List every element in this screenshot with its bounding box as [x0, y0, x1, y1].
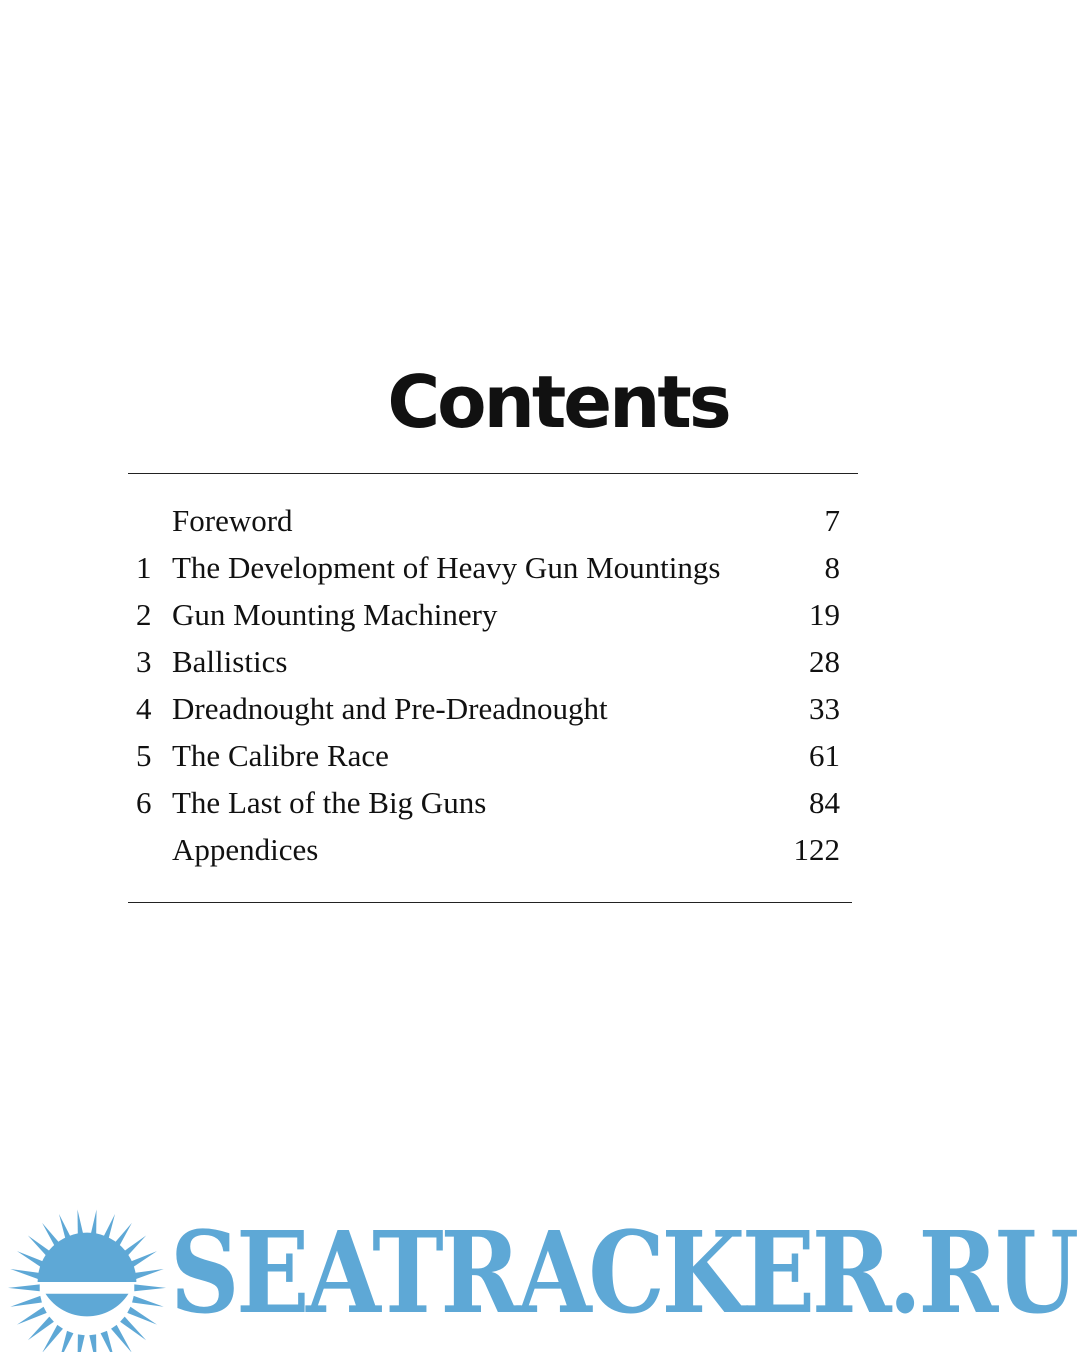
- page-title: Contents: [387, 360, 729, 444]
- chapter-title: The Calibre Race: [172, 738, 389, 773]
- chapter-title: Dreadnought and Pre-Dreadnought: [172, 691, 608, 726]
- page-number: 28: [809, 644, 840, 679]
- toc-entry[interactable]: [128, 826, 840, 873]
- chapter-number: 5: [136, 738, 152, 773]
- chapter-title: Ballistics: [172, 644, 288, 679]
- watermark-text: SEATRACKER.RU: [170, 1208, 1076, 1339]
- toc-entry[interactable]: [128, 779, 840, 826]
- page-number: 61: [809, 738, 840, 773]
- chapter-title: The Development of Heavy Gun Mountings: [172, 550, 721, 585]
- page-number: 19: [809, 597, 840, 632]
- chapter-title: Appendices: [172, 832, 319, 867]
- chapter-number: 3: [136, 644, 152, 679]
- toc-entry[interactable]: [128, 591, 840, 638]
- toc-entry[interactable]: [128, 544, 840, 591]
- page-number: 8: [824, 550, 840, 585]
- chapter-title: Foreword: [172, 503, 293, 538]
- page-number: 84: [809, 785, 840, 820]
- page-number: 33: [809, 691, 840, 726]
- chapter-number: 4: [136, 691, 152, 726]
- page-number: 122: [793, 832, 840, 867]
- sun-icon: [8, 1202, 166, 1352]
- page-number: 7: [824, 503, 840, 538]
- chapter-number: 6: [136, 785, 152, 820]
- table-of-contents: [128, 497, 840, 873]
- chapter-title: The Last of the Big Guns: [172, 785, 487, 820]
- toc-entry[interactable]: [128, 685, 840, 732]
- chapter-number: 1: [136, 550, 152, 585]
- toc-entry[interactable]: [128, 638, 840, 685]
- bottom-divider: [128, 902, 852, 903]
- chapter-number: 2: [136, 597, 152, 632]
- toc-entry[interactable]: [128, 732, 840, 779]
- toc-entry[interactable]: [128, 497, 840, 544]
- top-divider: [128, 473, 858, 474]
- watermark: [0, 1196, 1080, 1360]
- chapter-title: Gun Mounting Machinery: [172, 597, 498, 632]
